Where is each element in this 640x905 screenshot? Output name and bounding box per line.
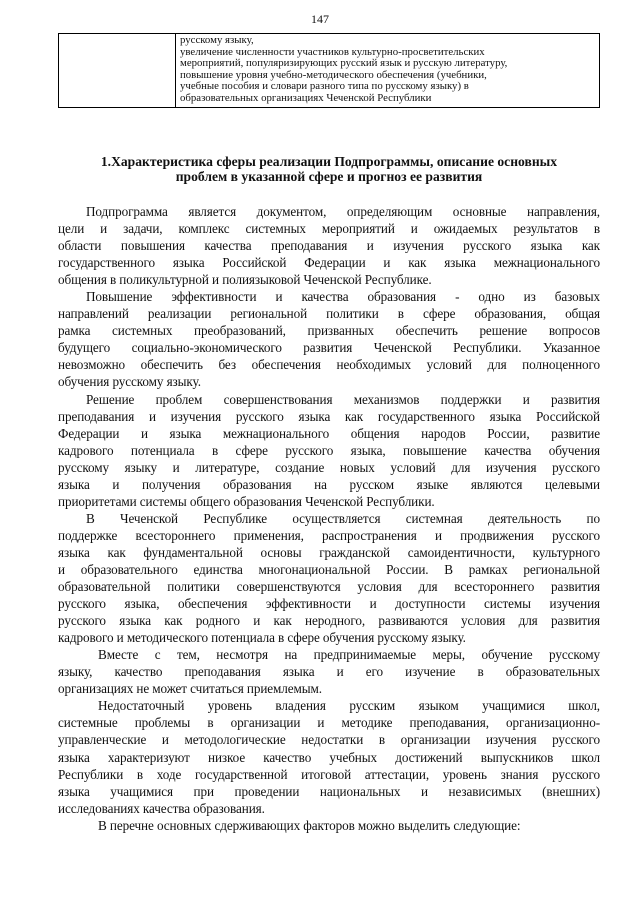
paragraph-line: русского языка как родного и как неродного, развиваются условия для развития bbox=[58, 613, 600, 629]
paragraph-line: В перечне основных сдерживающих факторов можно выделить следующие: bbox=[98, 817, 521, 833]
paragraph bbox=[58, 646, 600, 697]
paragraph-line: государственного языка Российской Федерации и как языка межнационального bbox=[58, 255, 600, 271]
paragraph bbox=[58, 510, 600, 646]
paragraph-line: Повышение эффективности и качества образования - одно из базовых bbox=[86, 289, 600, 305]
paragraph-line: русского языка, обеспечения эффективности и доступности системы изучения bbox=[58, 596, 600, 612]
paragraph-line: системные проблемы в организации и методике преподавания, организационно- bbox=[58, 715, 600, 731]
paragraph-line: будущего социально-экономического развития Чеченской Республики. Указанное bbox=[58, 340, 600, 356]
table-line: повышение уровня учебно-методического обеспечения (учебники, bbox=[180, 68, 487, 81]
paragraph-line: языка характеризуют низкое качество учебных достижений выпускников школ bbox=[58, 749, 600, 765]
section-heading bbox=[58, 154, 600, 184]
table-line: учебные пособия и словари разного типа по русскому языку) в bbox=[180, 80, 469, 93]
paragraph-line: Решение проблем совершенствования механизмов поддержки и развития bbox=[86, 391, 600, 407]
paragraph-line: приоритетами системы общего образования Чеченской Республики. bbox=[58, 493, 435, 509]
table-line: русскому языку, bbox=[180, 34, 254, 46]
paragraph-line: Подпрограмма является документом, определяющим основные направления, bbox=[86, 204, 600, 219]
paragraph-line: организациях не может считаться приемлемым. bbox=[58, 681, 322, 697]
paragraph-line: языка как фундаментальной основы гражданской самоидентичности, культурного bbox=[58, 544, 600, 560]
paragraph-line: образовательной политики совершенствуются условия для всестороннего развития bbox=[58, 579, 600, 595]
paragraph-line: русскому языку и литературе, создание новых условий для изучения русского bbox=[58, 459, 600, 475]
paragraph-line: области повышения качества преподавания и изучения русского языка как bbox=[58, 238, 600, 254]
paragraph-line: цели и задачи, комплекс системных мероприятий и ожидаемых результатов в bbox=[58, 221, 600, 237]
paragraph-line: управленческие и методологические недостатки в организации изучения русского bbox=[58, 732, 600, 748]
paragraph-line: языку, качество преподавания языка и его изучение в образовательных bbox=[58, 664, 600, 680]
section-heading-line: проблем в указанной сфере и прогноз ее развития bbox=[175, 169, 483, 184]
paragraph-line: Республики в ходе государственной итоговой аттестации, уровень знания русского bbox=[58, 766, 600, 782]
table-line: мероприятий, популяризирующих русский язык и русскую литературу, bbox=[180, 57, 508, 70]
table-line: образовательных организациях Чеченской Республики bbox=[180, 91, 432, 104]
page-number: 147 bbox=[311, 12, 329, 26]
paragraph-line: обучения русскому языку. bbox=[58, 374, 201, 390]
paragraph bbox=[58, 391, 600, 510]
table-cell-text bbox=[176, 34, 600, 108]
paragraph-line: В Чеченской Республике осуществляется системная деятельность по bbox=[86, 510, 600, 526]
paragraph-line: Вместе с тем, несмотря на предпринимаемые меры, обучение русскому bbox=[98, 647, 600, 663]
paragraph-line: исследованиях качества образования. bbox=[58, 800, 265, 816]
paragraph-line: поддержке всестороннего применения, распространения и продвижения русского bbox=[58, 527, 600, 543]
paragraph-line: преподавания и изучения русского языка как государственного языка Российской bbox=[58, 408, 600, 424]
table-line: увеличение численности участников культурно-просветительских bbox=[180, 45, 485, 58]
paragraph-line: невозможно обеспечить без обеспечения необходимых условий для полноценного bbox=[58, 357, 600, 373]
paragraph-line: направлений реализации региональной политики в сфере образования, общая bbox=[58, 306, 600, 322]
paragraph-line: Недостаточный уровень владения русским языком учащимися школ, bbox=[98, 698, 600, 714]
table-row bbox=[59, 34, 600, 108]
paragraph-line: Федерации и языка межнационального общения народов России, развитие bbox=[58, 425, 600, 441]
paragraph-line: кадрового потенциала в сфере русского языка, повышение качества обучения bbox=[58, 442, 600, 458]
body-text bbox=[58, 203, 600, 834]
paragraph-line: языка учащимися при проведении национальных и независимых (внешних) bbox=[58, 783, 600, 799]
paragraph-line: кадрового и методического потенциала в сфере обучения русскому языку. bbox=[58, 630, 466, 646]
table-cell-empty bbox=[59, 34, 176, 108]
paragraph bbox=[58, 697, 600, 816]
continuation-table bbox=[58, 33, 600, 108]
paragraph-line: языка и получения образования на русском языке являются целевыми bbox=[58, 476, 600, 492]
paragraph-line: и образовательного единства многонациональной России. В рамках региональной bbox=[58, 561, 600, 577]
paragraph bbox=[58, 288, 600, 390]
section-heading-line: 1.Характеристика сферы реализации Подпрограммы, описание основных bbox=[100, 154, 558, 169]
paragraph bbox=[58, 817, 600, 834]
paragraph bbox=[58, 203, 600, 288]
paragraph-line: рамка системных преобразований, призванных обеспечить решение вопросов bbox=[58, 323, 600, 339]
paragraph-line: общения в поликультурной и полиязыковой Чеченской Республике. bbox=[58, 272, 432, 288]
